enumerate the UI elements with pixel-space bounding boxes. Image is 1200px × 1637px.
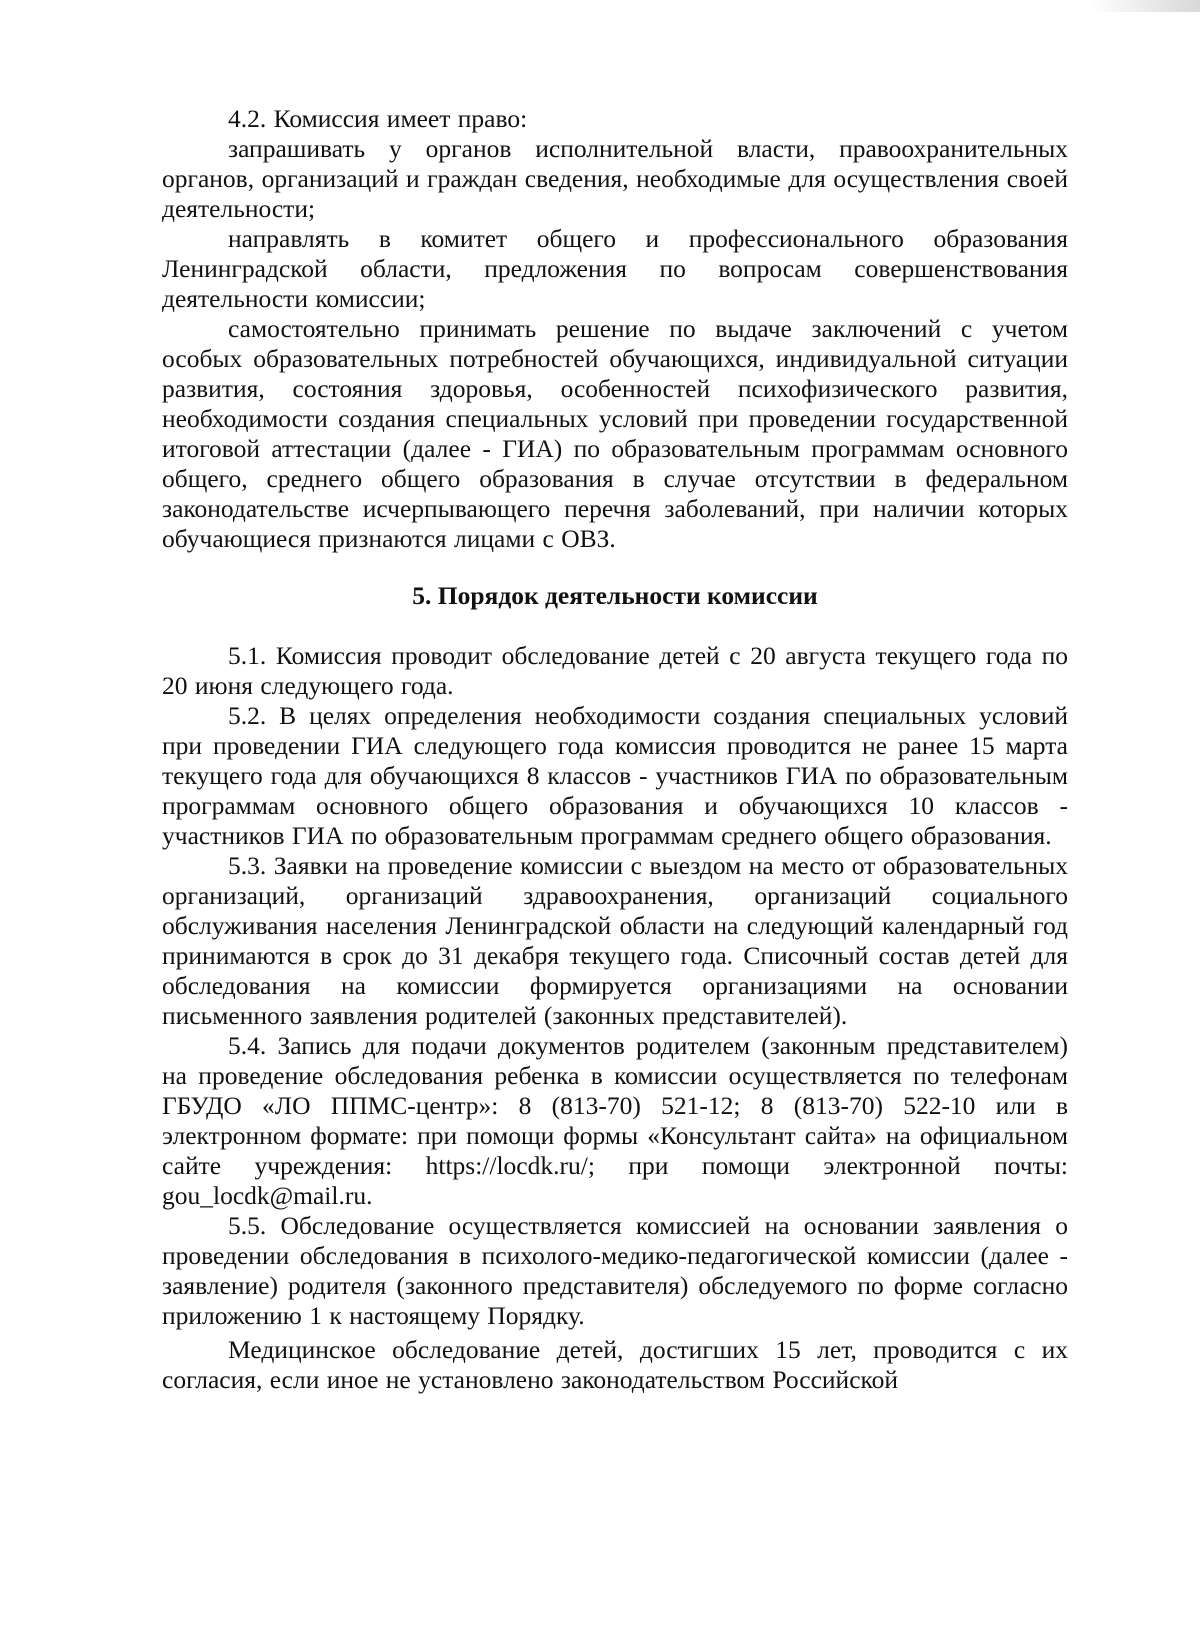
item-5-4-paragraph: 5.4. Запись для подачи документов родителем (законным представителем) на проведение обследования ребенка в комиссии осуществляется по телефонам ГБУДО «ЛО ППМС-центр»: 8 (813-70) 521-12; 8 (813-70) 522-10 или в электронном формате: при помощи формы «Консультант сайта» на официальном сайте учреждения: https://locdk.ru/; при помощи электронной почты: gou_locdk@mail.ru.: [162, 1031, 1068, 1210]
medical-examination-paragraph: Медицинское обследование детей, достигших 15 лет, проводится с их согласия, если иное не установлено законодательством Российской: [162, 1335, 1068, 1394]
item-5-1-paragraph: 5.1. Комиссия проводит обследование детей с 20 августа текущего года по 20 июня следующего года.: [162, 641, 1068, 700]
document-page: [162, 104, 1068, 1395]
item-4-2-title: 4.2. Комиссия имеет право:: [228, 104, 528, 133]
right-send-proposals-paragraph: направлять в комитет общего и профессионального образования Ленинградской области, предложения по вопросам совершенствования деятельности комиссии;: [162, 224, 1068, 313]
item-5-2-paragraph: 5.2. В целях определения необходимости создания специальных условий при проведении ГИА следующего года комиссия проводится не ранее 15 марта текущего года для обучающихся 8 классов - участников ГИА по образовательным программам основного общего образования и обучающихся 10 классов - участников ГИА по образовательным программам среднего общего образования.: [162, 701, 1068, 850]
right-issue-conclusions-paragraph: самостоятельно принимать решение по выдаче заключений с учетом особых образовательных потребностей обучающихся, индивидуальной ситуации развития, состояния здоровья, особенностей психофизического развития, необходимости создания специальных условий при проведении государственной итоговой аттестации (далее - ГИА) по образовательным программам основного общего, среднего общего образования в случае отсутствии в федеральном законодательстве исчерпывающего перечня заболеваний, при наличии которых обучающиеся признаются лицами с ОВЗ.: [162, 314, 1068, 553]
item-5-3-paragraph: 5.3. Заявки на проведение комиссии с выездом на место от образовательных организаций, организаций здравоохранения, организаций социального обслуживания населения Ленинградской области на следующий календарный год принимаются в срок до 31 декабря текущего года. Списочный состав детей для обследования на комиссии формируется организациями на основании письменного заявления родителей (законных представителей).: [162, 851, 1068, 1030]
section-5-heading: 5. Порядок деятельности комиссии: [412, 581, 818, 610]
scan-edge-shadow: [1090, 0, 1200, 12]
item-5-5-paragraph: 5.5. Обследование осуществляется комиссией на основании заявления о проведении обследования в психолого-медико-педагогической комиссии (далее - заявление) родителя (законного представителя) обследуемого по форме согласно приложению 1 к настоящему Порядку.: [162, 1211, 1068, 1330]
right-request-info-paragraph: запрашивать у органов исполнительной власти, правоохранительных органов, организаций и граждан сведения, необходимые для осуществления своей деятельности;: [162, 134, 1068, 223]
